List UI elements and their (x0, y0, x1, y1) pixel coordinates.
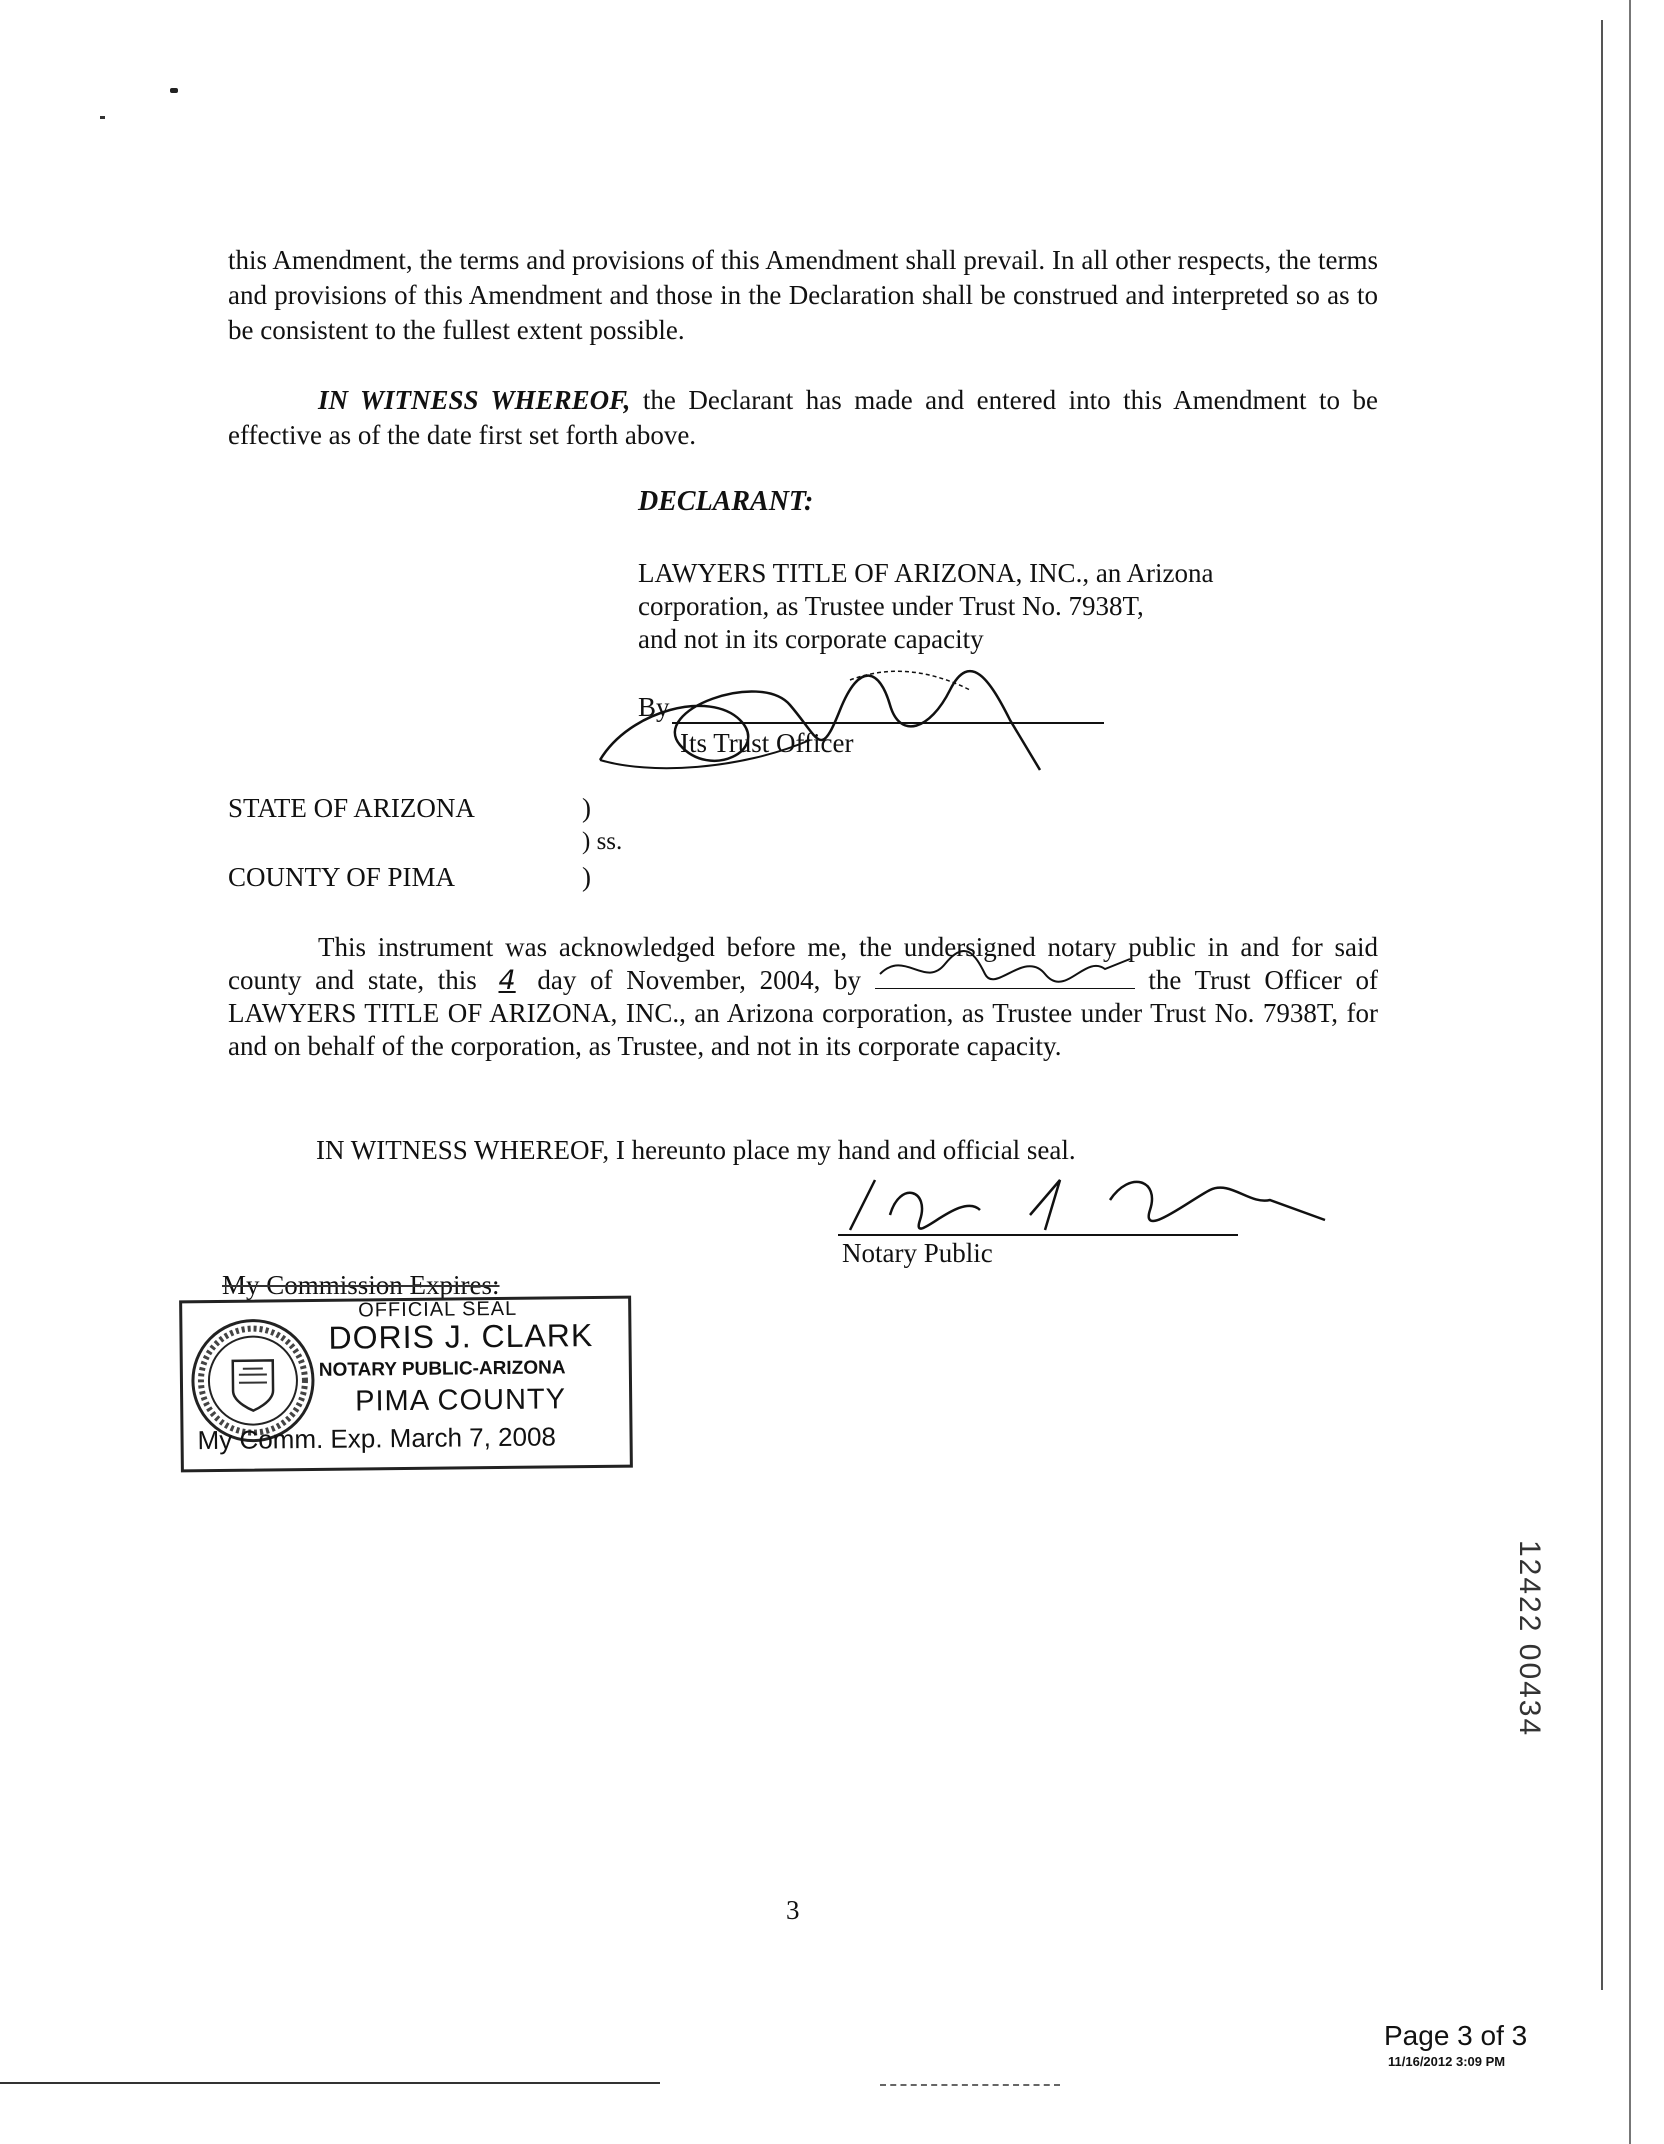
declarant-line-3: and not in its corporate capacity (638, 624, 984, 654)
state-label: STATE OF ARIZONA (228, 793, 475, 823)
venue-ss: ) ss. (582, 828, 623, 855)
acknowledgment-paragraph (228, 931, 1378, 1063)
seal-line-1: OFFICIAL SEAL (358, 1297, 518, 1322)
scan-speck (170, 88, 178, 93)
witness-lead: IN WITNESS WHEREOF, (318, 385, 631, 415)
trust-officer-signature (590, 650, 1050, 785)
acknowledger-signature (875, 964, 1135, 989)
scan-edge-line (1601, 20, 1603, 1990)
recording-number: 12422 00434 (1513, 1540, 1546, 1738)
ack-part-2: day of November, 2004, by (523, 965, 875, 995)
ack-part-1: This instrument was acknowledged before me, the undersigned notary public in and for said county and state, this (228, 932, 1378, 995)
witness-paragraph (228, 383, 1378, 453)
scan-edge-line (1629, 0, 1631, 2144)
notary-signature-line (838, 1234, 1238, 1236)
scan-speck (100, 116, 105, 119)
seal-witness-line: IN WITNESS WHEREOF, I hereunto place my hand and official seal. (316, 1135, 1076, 1165)
seal-line-3: NOTARY PUBLIC-ARIZONA (318, 1357, 566, 1381)
amendment-paragraph: this Amendment, the terms and provisions of this Amendment shall prevail. In all other respects, the terms and provisions of this Amendment and those in the Declaration shall be construed and interpreted so as to be consistent to the fullest extent possible. (228, 245, 1378, 345)
notary-label: Notary Public (842, 1238, 993, 1268)
footer-page-indicator: Page 3 of 3 (1384, 2020, 1528, 2051)
seal-line-2: DORIS J. CLARK (328, 1317, 594, 1356)
page-number: 3 (786, 1895, 800, 1925)
county-label: COUNTY OF PIMA (228, 862, 456, 892)
declarant-block (638, 557, 1214, 656)
footer-rule (0, 2082, 660, 2084)
venue-paren: ) (582, 793, 591, 823)
venue-paren: ) (582, 862, 591, 892)
declarant-line-1: LAWYERS TITLE OF ARIZONA, INC., an Arizona (638, 558, 1214, 588)
ack-day: 4 (498, 965, 516, 996)
notary-seal-stamp (179, 1296, 633, 1473)
witness-text: the Declarant has made and entered into this Amendment to be effective as of the date first set forth above. (228, 385, 1378, 450)
declarant-heading: DECLARANT: (638, 486, 814, 517)
by-label: By (638, 692, 670, 722)
commission-label: My Commission Expires: (222, 1270, 500, 1300)
ack-part-3: the Trust Officer of LAWYERS TITLE OF ARIZONA, INC., an Arizona corporation, as Trustee under Trust No. 7938T, for and on behalf of the corporation, as Trustee, and not in its corporate capacity. (228, 965, 1378, 1061)
declarant-line-2: corporation, as Trustee under Trust No. 7938T, (638, 591, 1144, 621)
officer-label: Its Trust Officer (680, 728, 854, 758)
seal-line-4: PIMA COUNTY (355, 1383, 567, 1418)
seal-line-5: My Comm. Exp. March 7, 2008 (197, 1421, 557, 1456)
notary-signature (830, 1160, 1330, 1240)
footer-timestamp: 11/16/2012 3:09 PM (1388, 2054, 1506, 2069)
footer-rule-fragment (880, 2084, 1060, 2086)
